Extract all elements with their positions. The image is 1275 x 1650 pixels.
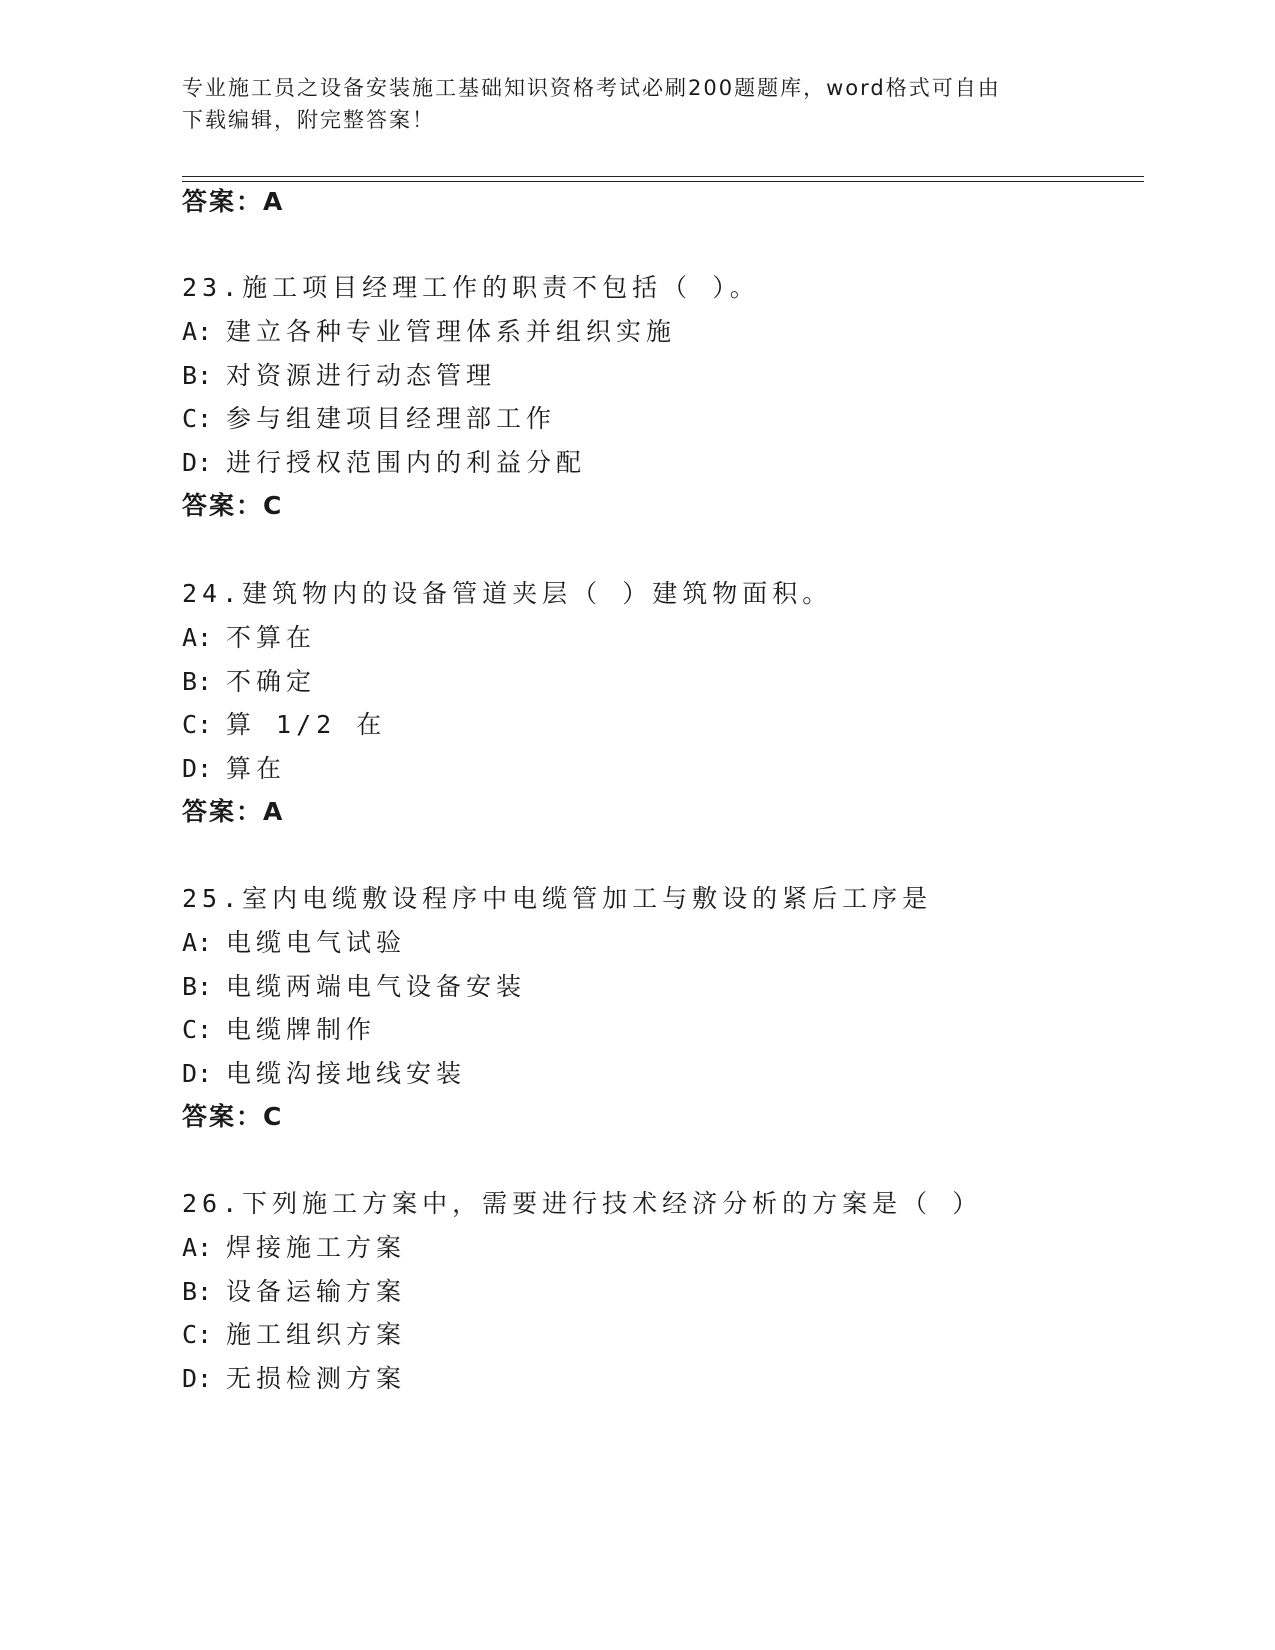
option-d: [182, 753, 1082, 797]
answer: 答案：C: [182, 1102, 284, 1131]
option-key: C:: [182, 710, 213, 739]
option-text: 焊接施工方案: [226, 1233, 407, 1262]
option-d: [182, 1363, 1082, 1407]
option-text: 算在: [226, 753, 287, 783]
option-key: A:: [182, 1233, 213, 1262]
option-key: B:: [182, 360, 213, 390]
option-key: D:: [182, 1058, 213, 1088]
document-header: [182, 72, 1062, 136]
option-key: C:: [182, 404, 213, 433]
option-key: B:: [182, 1276, 213, 1306]
option-b: [182, 971, 1082, 1015]
option-a: [182, 316, 1082, 360]
option-text: 对资源进行动态管理: [226, 360, 497, 390]
option-text: 电缆电气试验: [226, 928, 407, 957]
option-a: [182, 622, 1082, 666]
option-b: [182, 1276, 1082, 1320]
option-b: [182, 360, 1082, 404]
option-key: D:: [182, 753, 213, 783]
option-text: 建立各种专业管理体系并组织实施: [226, 317, 677, 346]
option-c: [182, 709, 1082, 753]
question-stem: 23.施工项目经理工作的职责不包括（ ）。: [182, 273, 760, 302]
option-key: A:: [182, 623, 213, 652]
option-key: C:: [182, 1015, 213, 1044]
option-key: D:: [182, 1363, 213, 1393]
answer-22: 答案：A: [182, 187, 285, 216]
header-line-2: 下载编辑，附完整答案！: [182, 108, 435, 132]
option-d: [182, 447, 1082, 491]
question-stem: 25.室内电缆敷设程序中电缆管加工与敷设的紧后工序是: [182, 884, 933, 913]
answer: 答案：C: [182, 491, 284, 520]
option-a: [182, 1232, 1082, 1276]
header-line-1: 专业施工员之设备安装施工基础知识资格考试必刷200题题库，word格式可自由: [182, 76, 1001, 100]
question-stem: 24.建筑物内的设备管道夹层（ ）建筑物面积。: [182, 579, 833, 608]
answer: 答案：A: [182, 797, 285, 826]
option-text: 不确定: [226, 666, 317, 696]
option-key: A:: [182, 317, 213, 346]
option-key: C:: [182, 1320, 213, 1349]
option-text: 参与组建项目经理部工作: [226, 404, 557, 433]
option-key: D:: [182, 447, 213, 477]
question-26: [182, 1188, 1082, 1406]
option-c: [182, 1014, 1082, 1058]
option-key: B:: [182, 666, 213, 696]
option-text: 电缆沟接地线安装: [226, 1058, 467, 1088]
option-text: 电缆两端电气设备安装: [226, 971, 527, 1001]
question-25: [182, 883, 1082, 1133]
option-text: 不算在: [226, 623, 317, 652]
option-c: [182, 1319, 1082, 1363]
option-text: 施工组织方案: [226, 1320, 407, 1349]
option-c: [182, 403, 1082, 447]
option-text: 无损检测方案: [226, 1363, 407, 1393]
question-24: [182, 578, 1082, 828]
option-text: 电缆牌制作: [226, 1015, 377, 1044]
header-rule-top: [182, 176, 1144, 177]
question-stem: 26.下列施工方案中，需要进行技术经济分析的方案是（ ）: [182, 1189, 983, 1218]
option-text: 设备运输方案: [226, 1276, 407, 1306]
option-key: A:: [182, 928, 213, 957]
option-b: [182, 666, 1082, 710]
header-rule-bottom: [182, 181, 1144, 182]
option-d: [182, 1058, 1082, 1102]
option-a: [182, 927, 1082, 971]
option-key: B:: [182, 971, 213, 1001]
question-23: [182, 272, 1082, 522]
option-text: 进行授权范围内的利益分配: [226, 447, 587, 477]
option-text: 算 1/2 在: [226, 710, 387, 739]
